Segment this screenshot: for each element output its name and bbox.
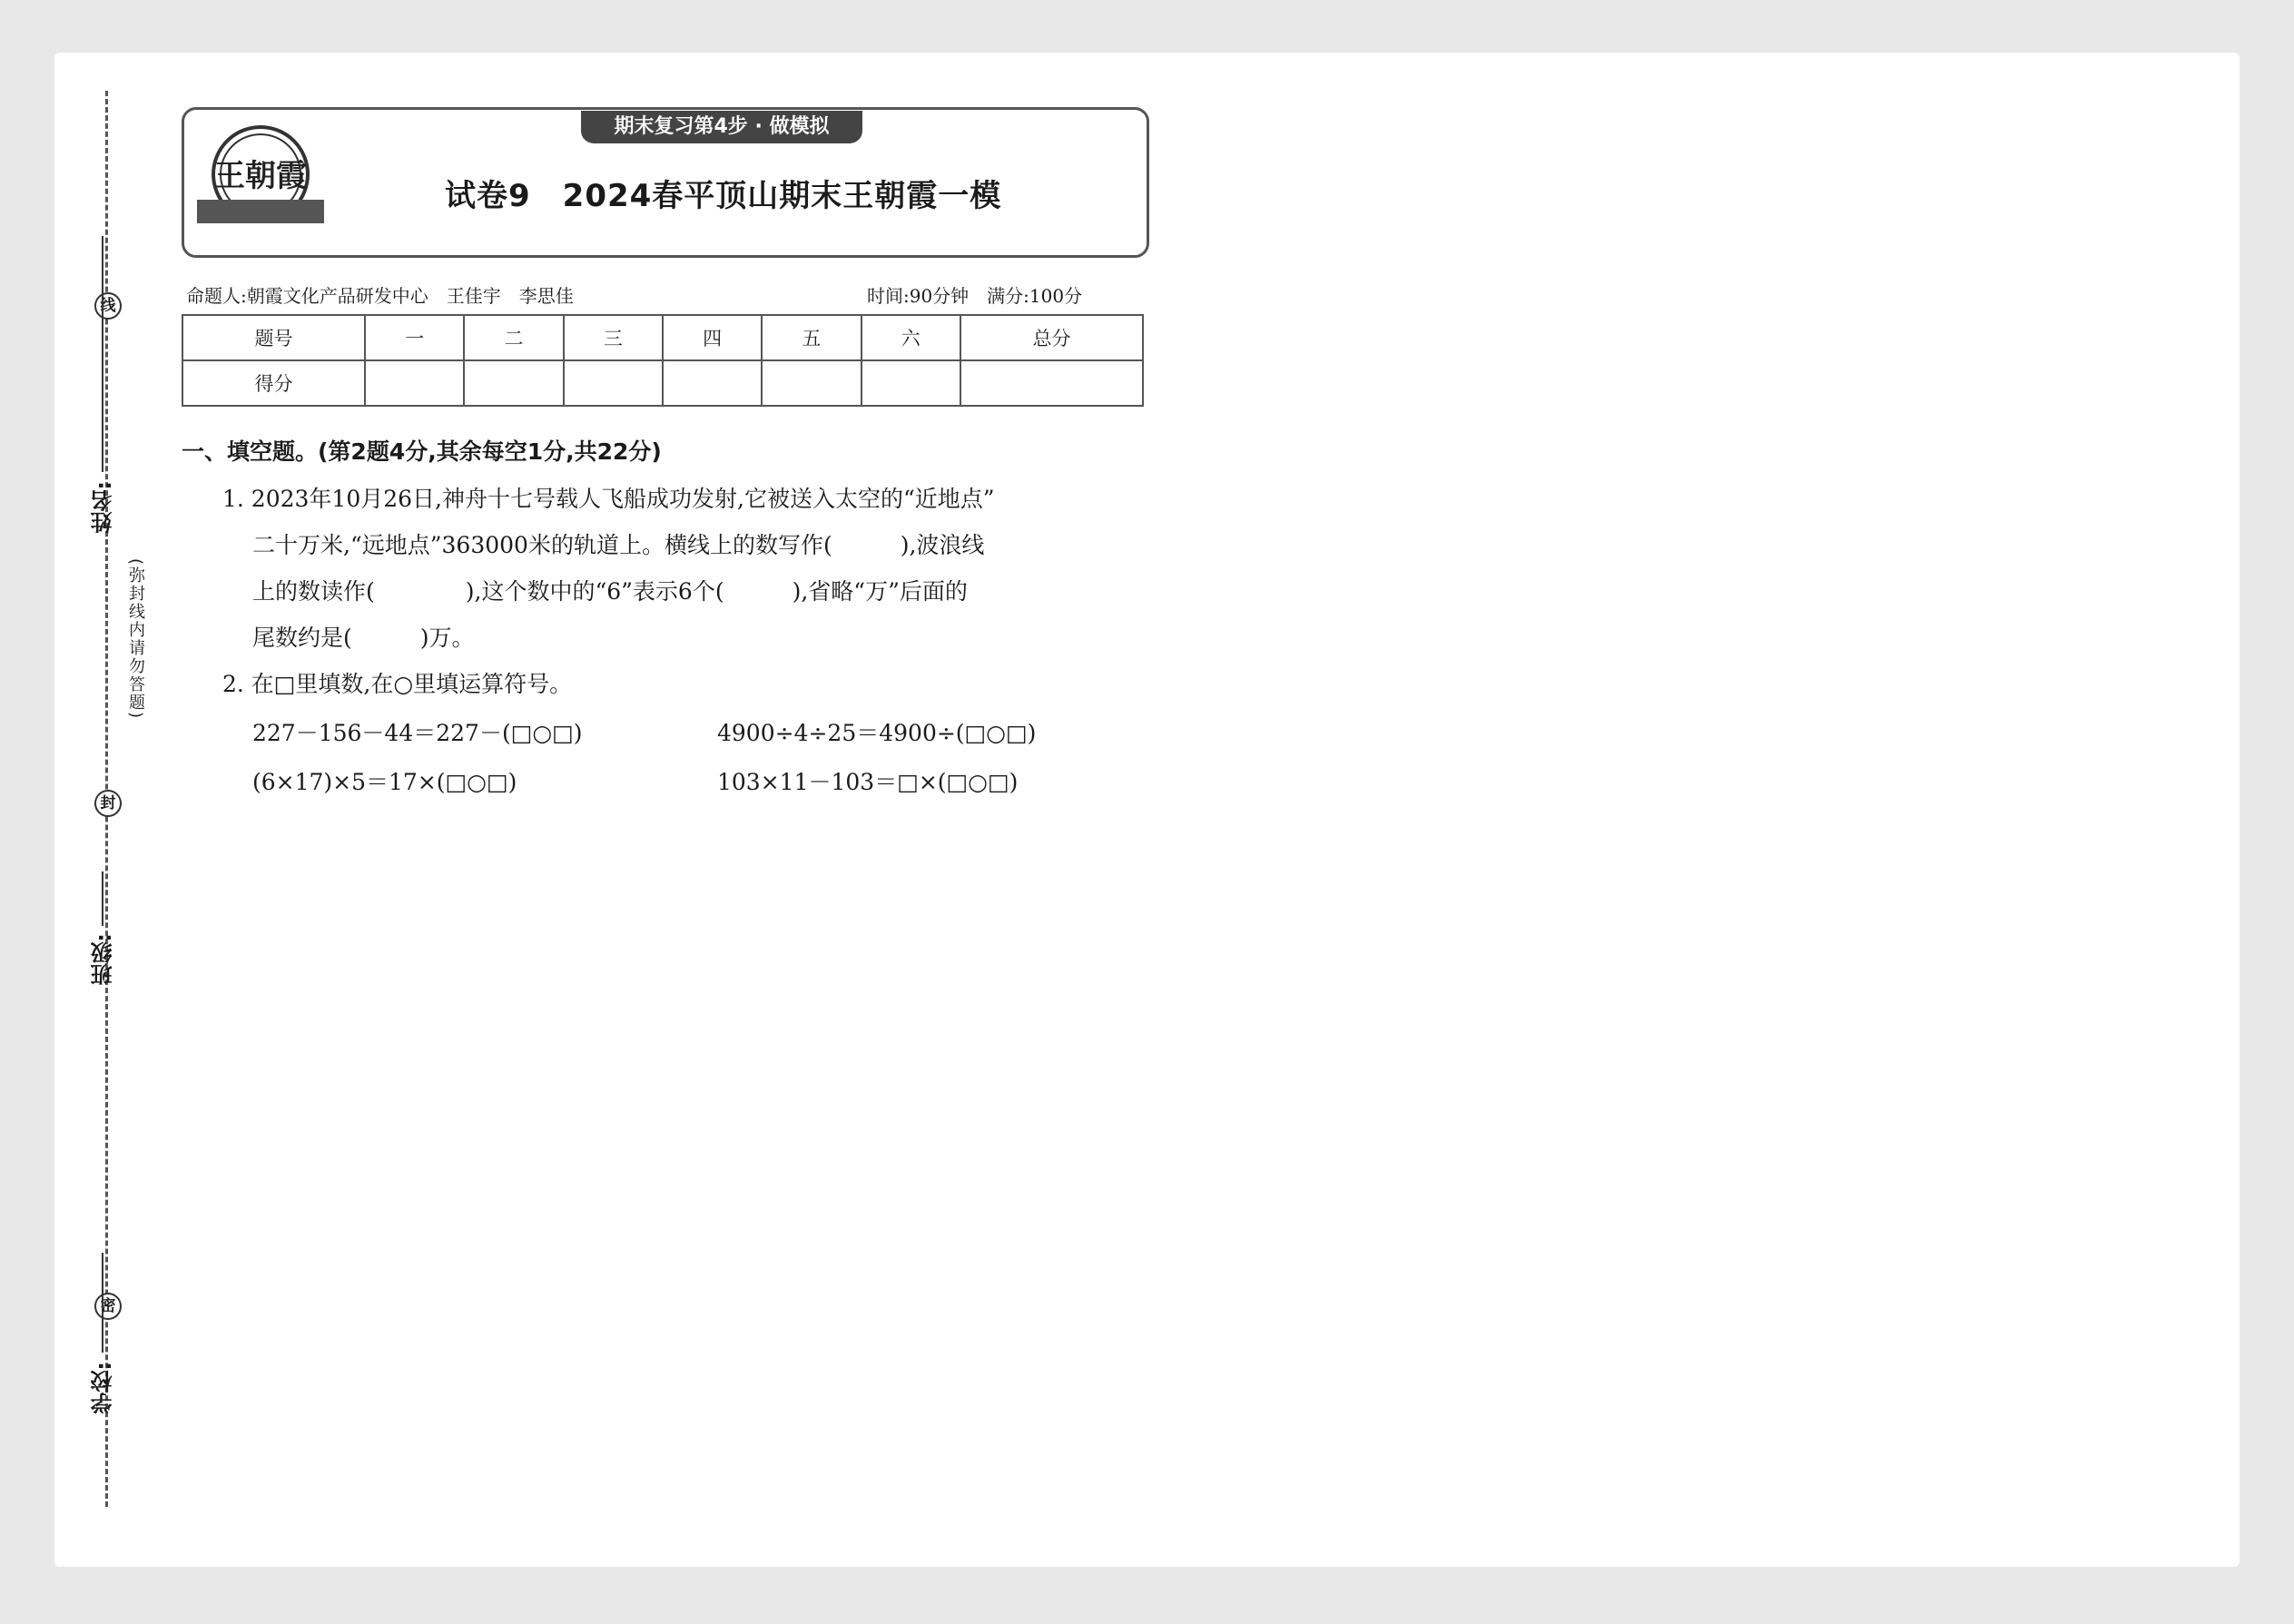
question-2b: 4900÷4÷25＝4900÷(□○□) xyxy=(717,720,1037,746)
paper xyxy=(54,53,2240,1567)
score-cell: 四 xyxy=(663,315,762,360)
seal-feng: 封 xyxy=(94,790,122,817)
score-cell: 一 xyxy=(365,315,464,360)
score-cell: 总分 xyxy=(960,315,1143,360)
question-2c: (6×17)×5＝17×(□○□) xyxy=(252,769,517,795)
score-cell: 题号 xyxy=(182,315,365,360)
school-field[interactable] xyxy=(102,1253,103,1353)
score-input[interactable] xyxy=(762,360,861,406)
question-1 xyxy=(222,476,1148,661)
authors: 命题人:朝霞文化产品研发中心 王佳宇 李思佳 xyxy=(186,285,574,307)
score-input[interactable] xyxy=(663,360,762,406)
question-2d: 103×11－103＝□×(□○□) xyxy=(717,769,1019,795)
logo-text: 王朝霞 xyxy=(214,158,307,194)
question-line: 二十万米,“远地点”363000米的轨道上。横线上的数写作( ),波浪线 xyxy=(252,532,985,558)
logo-ribbon xyxy=(197,200,324,223)
question-line: 尾数约是( )万。 xyxy=(252,625,475,651)
score-input[interactable] xyxy=(960,360,1143,406)
seal-mi: 密 xyxy=(94,1293,122,1320)
score-cell: 六 xyxy=(861,315,960,360)
score-input[interactable] xyxy=(464,360,563,406)
question-line: 1. 2023年10月26日,神舟十七号载人飞船成功发射,它被送入太空的“近地点” xyxy=(222,486,995,512)
publisher-logo xyxy=(192,118,329,236)
score-row-label: 得分 xyxy=(182,360,365,406)
name-label: 姓名: xyxy=(91,481,116,534)
exam-title: 试卷9 2024春平顶山期末王朝霞一模 xyxy=(445,178,1002,214)
binding-note: (弥封线内请勿答题) xyxy=(126,558,145,721)
seal-xian: 线 xyxy=(94,292,122,320)
school-label: 学校: xyxy=(91,1362,116,1414)
score-table xyxy=(182,314,1144,407)
class-field[interactable] xyxy=(102,871,103,926)
score-cell: 五 xyxy=(762,315,861,360)
score-input[interactable] xyxy=(365,360,464,406)
score-table-header-row xyxy=(182,315,1143,360)
score-input[interactable] xyxy=(564,360,663,406)
score-input[interactable] xyxy=(861,360,960,406)
header-tab: 期末复习第4步 · 做模拟 xyxy=(581,111,862,143)
question-2a: 227－156－44＝227－(□○□) xyxy=(252,720,583,746)
class-label: 班级: xyxy=(91,933,116,986)
name-field[interactable] xyxy=(102,236,103,472)
section-fill-in: 一、填空题。(第2题4分,其余每空1分,共22分) xyxy=(182,438,662,465)
score-cell: 三 xyxy=(564,315,663,360)
score-table-score-row xyxy=(182,360,1143,406)
question-2: 2. 在□里填数,在○里填运算符号。 xyxy=(222,671,573,697)
score-cell: 二 xyxy=(464,315,563,360)
time-and-score: 时间:90分钟 满分:100分 xyxy=(867,285,1083,307)
question-line: 上的数读作( ),这个数中的“6”表示6个( ),省略“万”后面的 xyxy=(252,578,968,605)
